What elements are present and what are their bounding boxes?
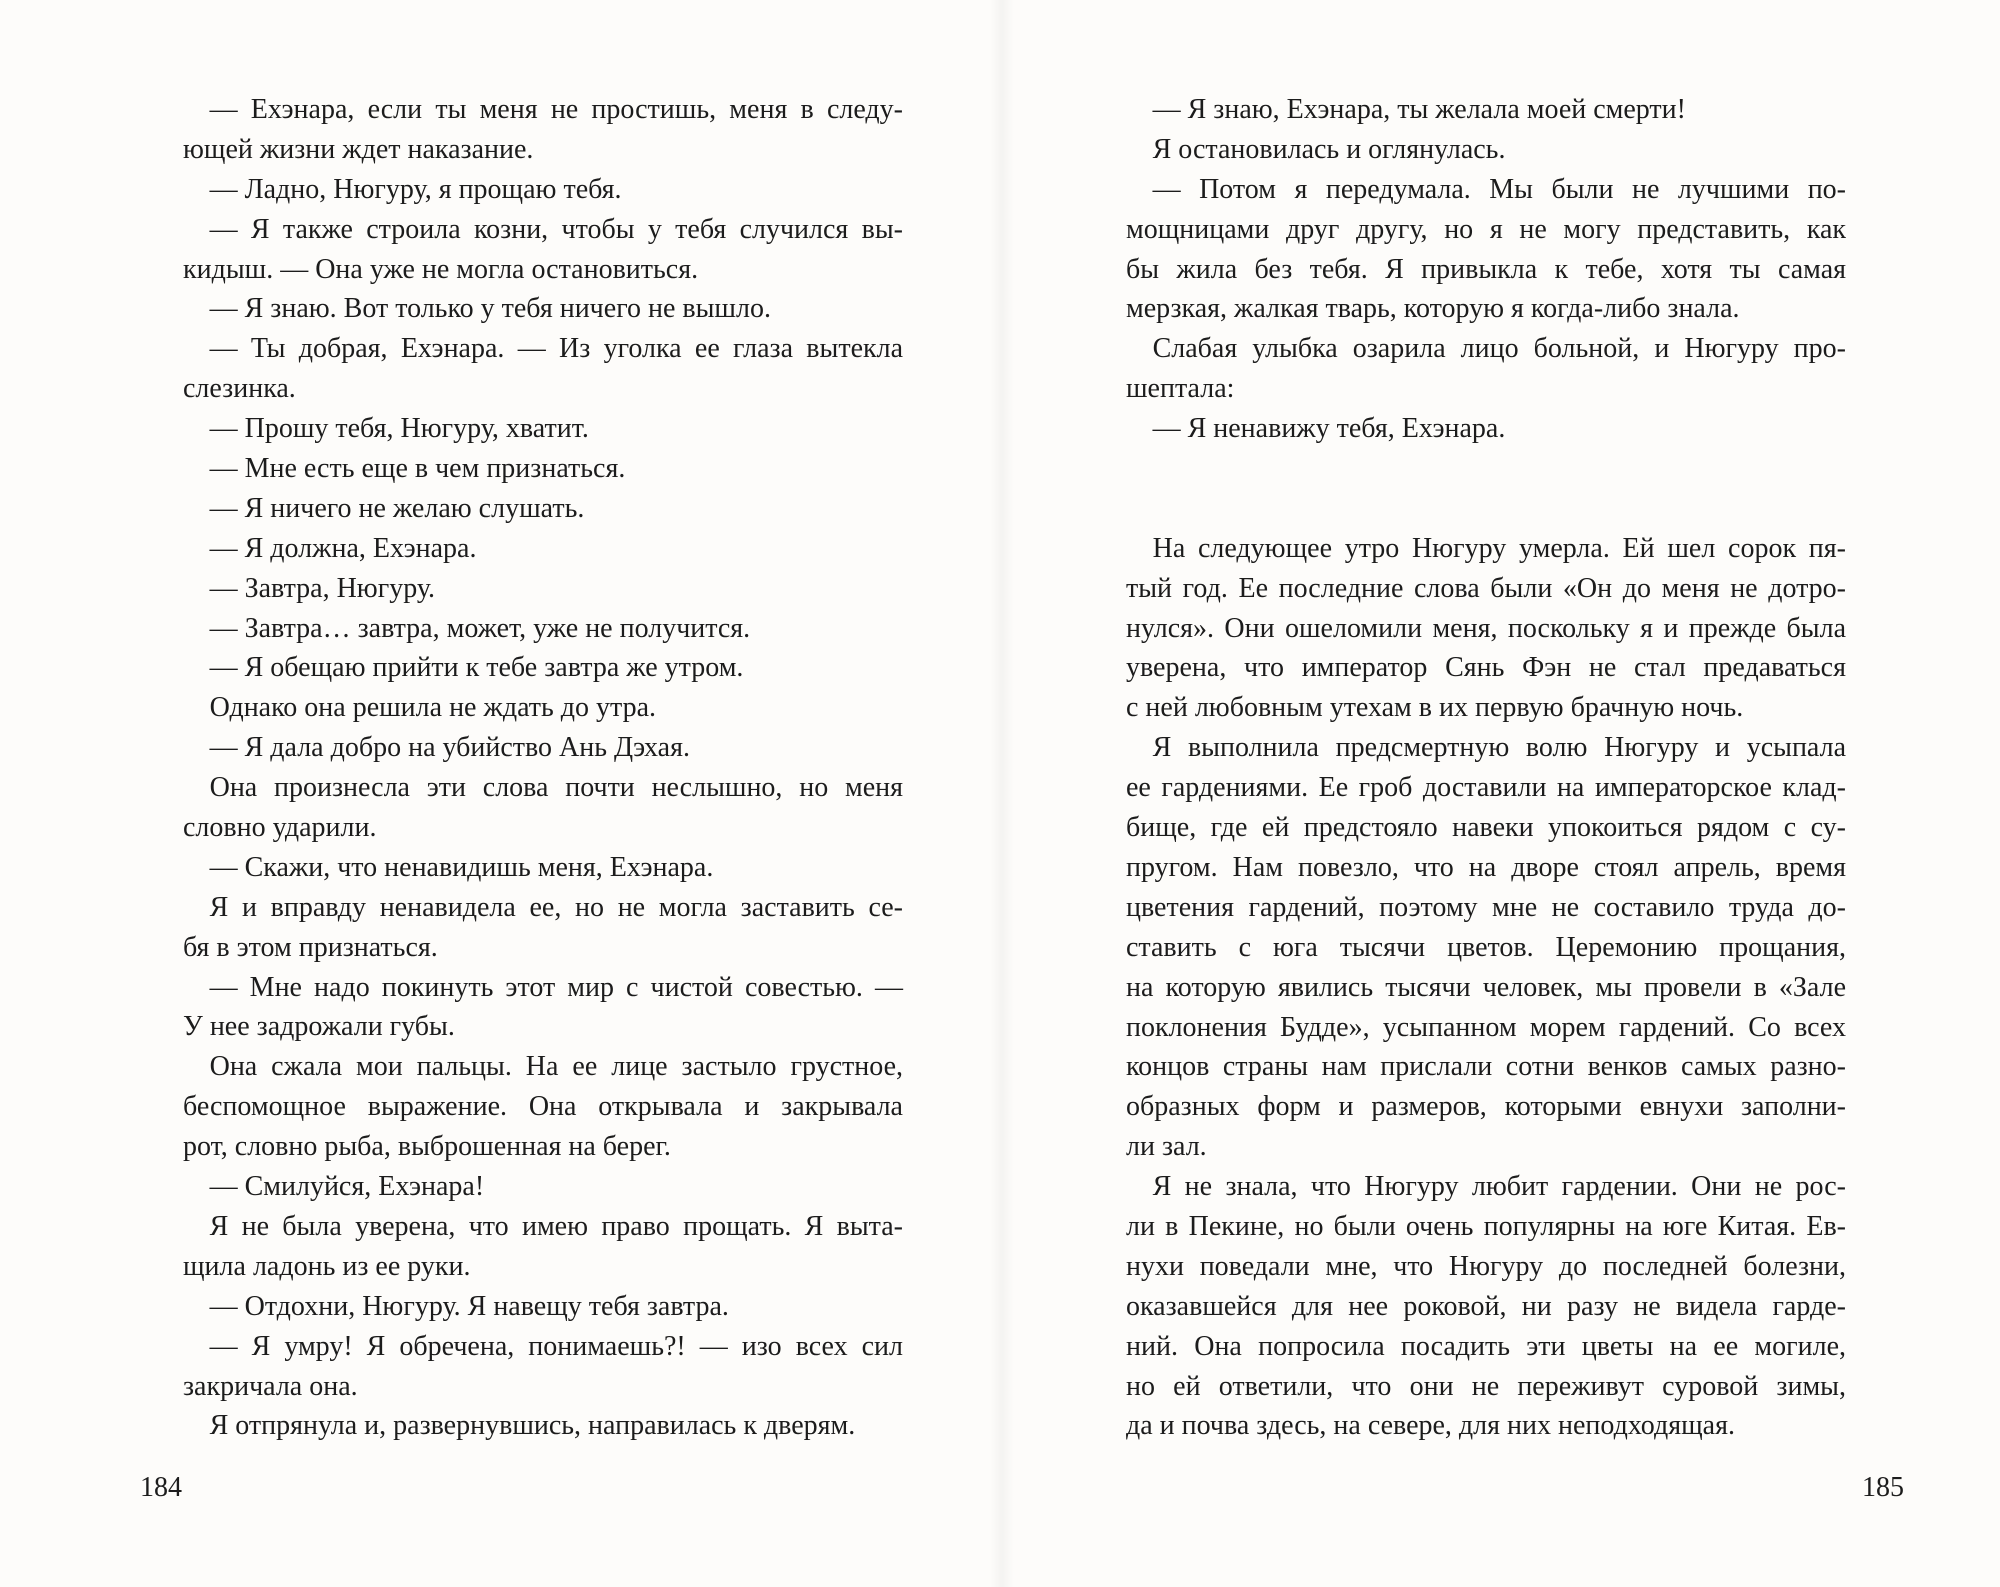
text-line: — Я знаю. Вот только у тебя ничего не вышло. bbox=[209, 293, 771, 325]
text-line: — Ладно, Нюгуру, я прощаю тебя. bbox=[209, 173, 622, 205]
text-line: — Потом я передумала. Мы были не лучшими по- bbox=[1152, 173, 1846, 205]
text-line: — Ты добрая, Ехэнара. — Из уголка ее глаза вытекла bbox=[209, 333, 903, 365]
text-line: пругом. Нам повезло, что на дворе стоял апрель, время bbox=[1126, 851, 1846, 883]
text-line: уверена, что император Сянь Фэн не стал предаваться bbox=[1126, 652, 1846, 684]
page-number-right: 185 bbox=[1862, 1472, 1904, 1503]
text-line: Однако она решила не ждать до утра. bbox=[209, 692, 657, 724]
text-line: — Я должна, Ехэнара. bbox=[209, 532, 477, 564]
text-line: Я и вправду ненавидела ее, но не могла заставить се- bbox=[209, 891, 903, 923]
text-line: но ей ответили, что они не переживут суровой зимы, bbox=[1126, 1370, 1846, 1402]
text-line: на которую явились тысячи человек, мы провели в «Зале bbox=[1126, 971, 1846, 1003]
text-line: с ней любовным утехам в их первую брачную ночь. bbox=[1126, 692, 1744, 724]
text-line: На следующее утро Нюгуру умерла. Ей шел сорок пя- bbox=[1152, 532, 1846, 564]
section-break bbox=[1126, 449, 1846, 529]
text-line: нулся». Они ошеломили меня, поскольку я и прежде была bbox=[1126, 612, 1846, 644]
text-line: бы жила без тебя. Я привыкла к тебе, хотя ты самая bbox=[1126, 253, 1846, 285]
left-page bbox=[183, 90, 903, 1446]
text-line: тый год. Ее последние слова были «Он до меня не дотро- bbox=[1126, 572, 1846, 604]
text-line: нухи поведали мне, что Нюгуру до последней болезни, bbox=[1126, 1250, 1846, 1282]
text-line: — Я дала добро на убийство Ань Дэхая. bbox=[209, 732, 690, 764]
text-line: поклонения Будде», усыпанном морем гардений. Со всех bbox=[1126, 1011, 1846, 1043]
text-line: бя в этом признаться. bbox=[183, 931, 438, 963]
text-line: Я не была уверена, что имею право прощать. Я выта- bbox=[209, 1210, 903, 1242]
text-line: кидыш. — Она уже не могла остановиться. bbox=[183, 253, 699, 285]
text-line: мощницами друг другу, но я не могу представить, как bbox=[1126, 213, 1846, 245]
text-line: — Отдохни, Нюгуру. Я навещу тебя завтра. bbox=[209, 1290, 729, 1322]
text-line: Я остановилась и оглянулась. bbox=[1152, 133, 1506, 165]
text-line: ний. Она попросила посадить эти цветы на ее могиле, bbox=[1126, 1330, 1846, 1362]
text-line: — Я знаю, Ехэнара, ты желала моей смерти! bbox=[1152, 94, 1686, 125]
text-line: — Мне надо покинуть этот мир с чистой совестью. — bbox=[209, 971, 903, 1003]
text-line: бище, где ей предстояло навеки упокоиться рядом с су- bbox=[1126, 812, 1846, 844]
book-gutter bbox=[990, 0, 1014, 1587]
text-line: слезинка. bbox=[183, 373, 296, 405]
page-number-left: 184 bbox=[140, 1472, 182, 1503]
text-line: — Завтра… завтра, может, уже не получится. bbox=[209, 612, 751, 644]
text-line: беспомощное выражение. Она открывала и закрывала bbox=[183, 1091, 903, 1123]
text-line: — Ехэнара, если ты меня не простишь, меня в следу- bbox=[209, 94, 903, 125]
text-line: ли в Пекине, но были очень популярны на юге Китая. Ев- bbox=[1126, 1210, 1846, 1242]
text-line: Она сжала мои пальцы. На ее лице застыло грустное, bbox=[209, 1051, 903, 1083]
text-line: шептала: bbox=[1126, 373, 1235, 405]
text-line: — Я ненавижу тебя, Ехэнара. bbox=[1152, 413, 1506, 445]
text-line: — Мне есть еще в чем признаться. bbox=[209, 453, 626, 485]
text-line: закричала она. bbox=[183, 1370, 358, 1402]
text-line: словно ударили. bbox=[183, 812, 377, 844]
text-line: Слабая улыбка озарила лицо больной, и Нюгуру про- bbox=[1152, 333, 1846, 365]
text-line: ставить с юга тысячи цветов. Церемонию прощания, bbox=[1126, 931, 1846, 963]
text-line: да и почва здесь, на севере, для них неподходящая. bbox=[1126, 1410, 1735, 1442]
text-line: оказавшейся для нее роковой, ни разу не видела гарде- bbox=[1126, 1290, 1846, 1322]
text-line: Я выполнила предсмертную волю Нюгуру и усыпала bbox=[1152, 732, 1846, 764]
text-line: — Прошу тебя, Нюгуру, хватит. bbox=[209, 413, 589, 445]
text-line: образных форм и размеров, которыми евнухи заполни- bbox=[1126, 1091, 1846, 1123]
text-line: рот, словно рыба, выброшенная на берег. bbox=[183, 1131, 671, 1163]
text-line: — Смилуйся, Ехэнара! bbox=[209, 1171, 485, 1203]
text-line: цветения гардений, поэтому мне не составило труда до- bbox=[1126, 891, 1846, 923]
text-line: щила ладонь из ее руки. bbox=[183, 1250, 471, 1282]
text-line: концов страны нам прислали сотни венков самых разно- bbox=[1126, 1051, 1846, 1083]
text-line: мерзкая, жалкая тварь, которую я когда-либо знала. bbox=[1126, 293, 1740, 325]
text-line: Я не знала, что Нюгуру любит гардении. Они не рос- bbox=[1152, 1171, 1846, 1203]
text-line: — Завтра, Нюгуру. bbox=[209, 572, 436, 604]
text-line: ющей жизни ждет наказание. bbox=[183, 133, 534, 165]
text-line: Она произнесла эти слова почти неслышно, но меня bbox=[209, 772, 903, 804]
text-line: — Скажи, что ненавидишь меня, Ехэнара. bbox=[209, 851, 714, 883]
text-line: — Я обещаю прийти к тебе завтра же утром. bbox=[209, 652, 744, 684]
right-page bbox=[1126, 90, 1846, 1446]
text-line: ее гардениями. Ее гроб доставили на императорское клад- bbox=[1126, 772, 1846, 804]
text-line: — Я умру! Я обречена, понимаешь?! — изо всех сил bbox=[209, 1330, 903, 1362]
text-line: — Я также строила козни, чтобы у тебя случился вы- bbox=[209, 213, 903, 245]
text-line: ли зал. bbox=[1126, 1131, 1207, 1163]
text-line: — Я ничего не желаю слушать. bbox=[209, 492, 585, 524]
text-line: У нее задрожали губы. bbox=[183, 1011, 455, 1043]
text-line: Я отпрянула и, развернувшись, направилась к дверям. bbox=[209, 1410, 856, 1442]
